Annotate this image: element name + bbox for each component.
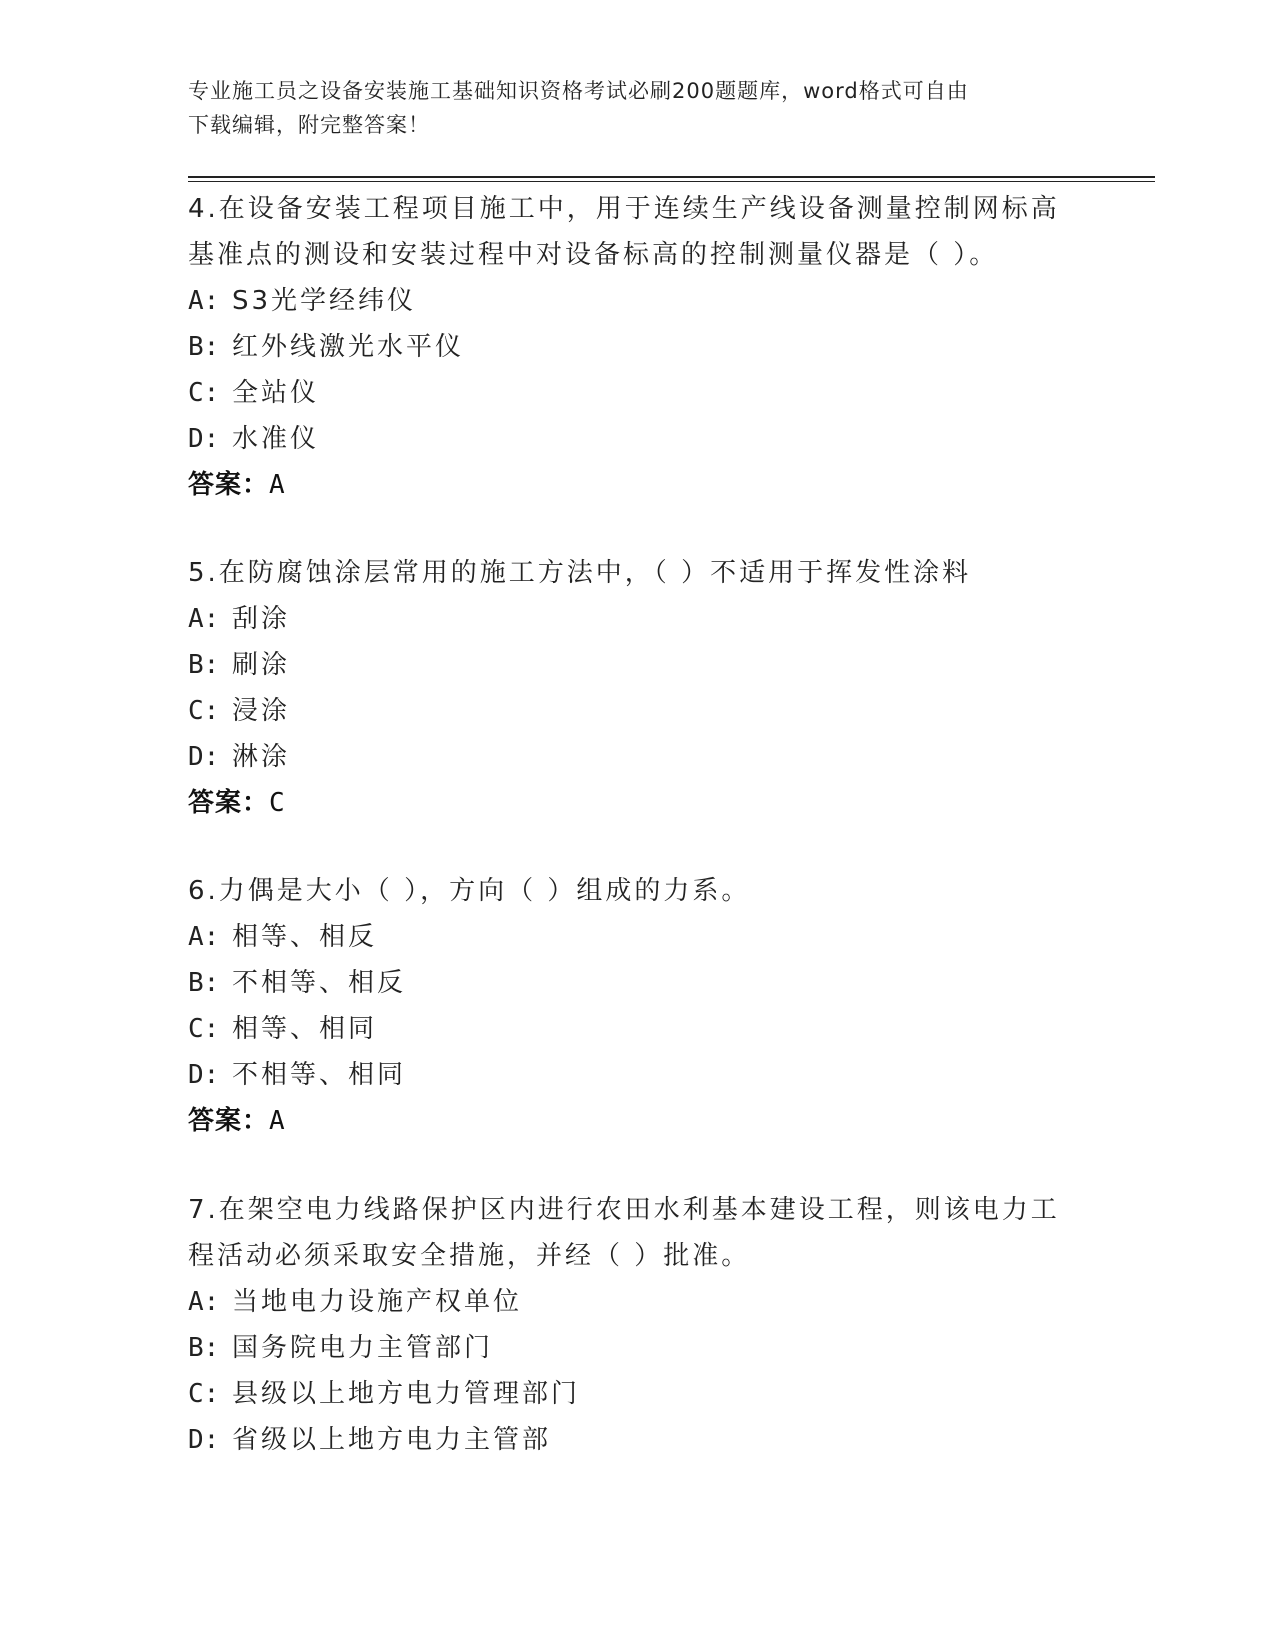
answer-line [188, 780, 1068, 826]
question-7 [188, 1187, 1068, 1463]
option-b [188, 1325, 1068, 1371]
option-b [188, 324, 1068, 370]
answer-label: 答案： [188, 1106, 270, 1136]
option-key: C: [188, 1014, 220, 1044]
header-line-2: 下载编辑，附完整答案！ [188, 113, 430, 137]
option-key: C: [188, 696, 220, 726]
option-key: B: [188, 332, 220, 362]
option-text: 水准仪 [232, 424, 320, 454]
option-key: A: [188, 1287, 220, 1317]
option-text: 刮涂 [232, 604, 291, 634]
header-divider-thin [188, 181, 1155, 182]
option-text: 浸涂 [232, 696, 291, 726]
option-d [188, 734, 1068, 780]
option-key: D: [188, 1060, 220, 1090]
option-b [188, 960, 1068, 1006]
option-text: 全站仪 [232, 378, 320, 408]
option-b [188, 642, 1068, 688]
option-d [188, 1417, 1068, 1463]
option-text: 相等、相同 [232, 1014, 378, 1044]
option-key: A: [188, 286, 220, 316]
option-c [188, 1371, 1068, 1417]
option-key: D: [188, 1425, 220, 1455]
question-stem: 4.在设备安装工程项目施工中，用于连续生产线设备测量控制网标高基准点的测设和安装过程中对设备标高的控制测量仪器是（ ）。 [188, 194, 1060, 270]
question-stem: 5.在防腐蚀涂层常用的施工方法中，（ ）不适用于挥发性涂料 [188, 558, 972, 588]
option-key: C: [188, 378, 220, 408]
answer-value: C [269, 788, 286, 818]
question-stem: 6.力偶是大小（ ），方向（ ）组成的力系。 [188, 876, 751, 906]
option-text: 县级以上地方电力管理部门 [232, 1379, 581, 1409]
option-key: C: [188, 1379, 220, 1409]
document-header [188, 74, 1068, 142]
answer-line [188, 462, 1068, 508]
option-text: 省级以上地方电力主管部 [232, 1425, 552, 1455]
option-text: 刷涂 [232, 650, 291, 680]
option-d [188, 1052, 1068, 1098]
option-c [188, 1006, 1068, 1052]
answer-line [188, 1098, 1068, 1144]
option-a [188, 914, 1068, 960]
answer-value: A [269, 470, 286, 500]
option-key: B: [188, 968, 220, 998]
option-c [188, 688, 1068, 734]
answer-label: 答案： [188, 470, 270, 500]
option-c [188, 370, 1068, 416]
option-text: 淋涂 [232, 742, 291, 772]
option-text: 当地电力设施产权单位 [232, 1287, 523, 1317]
header-line-1: 专业施工员之设备安装施工基础知识资格考试必刷200题题库，word格式可自由 [188, 79, 969, 103]
question-6 [188, 868, 1068, 1144]
question-4 [188, 186, 1068, 508]
option-key: D: [188, 742, 220, 772]
option-a [188, 1279, 1068, 1325]
option-key: B: [188, 650, 220, 680]
question-5 [188, 550, 1068, 826]
option-text: 不相等、相反 [232, 968, 407, 998]
question-stem: 7.在架空电力线路保护区内进行农田水利基本建设工程，则该电力工程活动必须采取安全措施，并经（ ）批准。 [188, 1195, 1060, 1271]
option-text: S3光学经纬仪 [232, 286, 417, 316]
option-a [188, 278, 1068, 324]
header-divider [188, 176, 1155, 178]
option-text: 相等、相反 [232, 922, 378, 952]
option-d [188, 416, 1068, 462]
option-a [188, 596, 1068, 642]
option-key: D: [188, 424, 220, 454]
answer-label: 答案： [188, 788, 270, 818]
option-key: A: [188, 604, 220, 634]
answer-value: A [269, 1106, 286, 1136]
option-key: A: [188, 922, 220, 952]
option-text: 红外线激光水平仪 [232, 332, 465, 362]
option-text: 不相等、相同 [232, 1060, 407, 1090]
option-key: B: [188, 1333, 220, 1363]
option-text: 国务院电力主管部门 [232, 1333, 494, 1363]
